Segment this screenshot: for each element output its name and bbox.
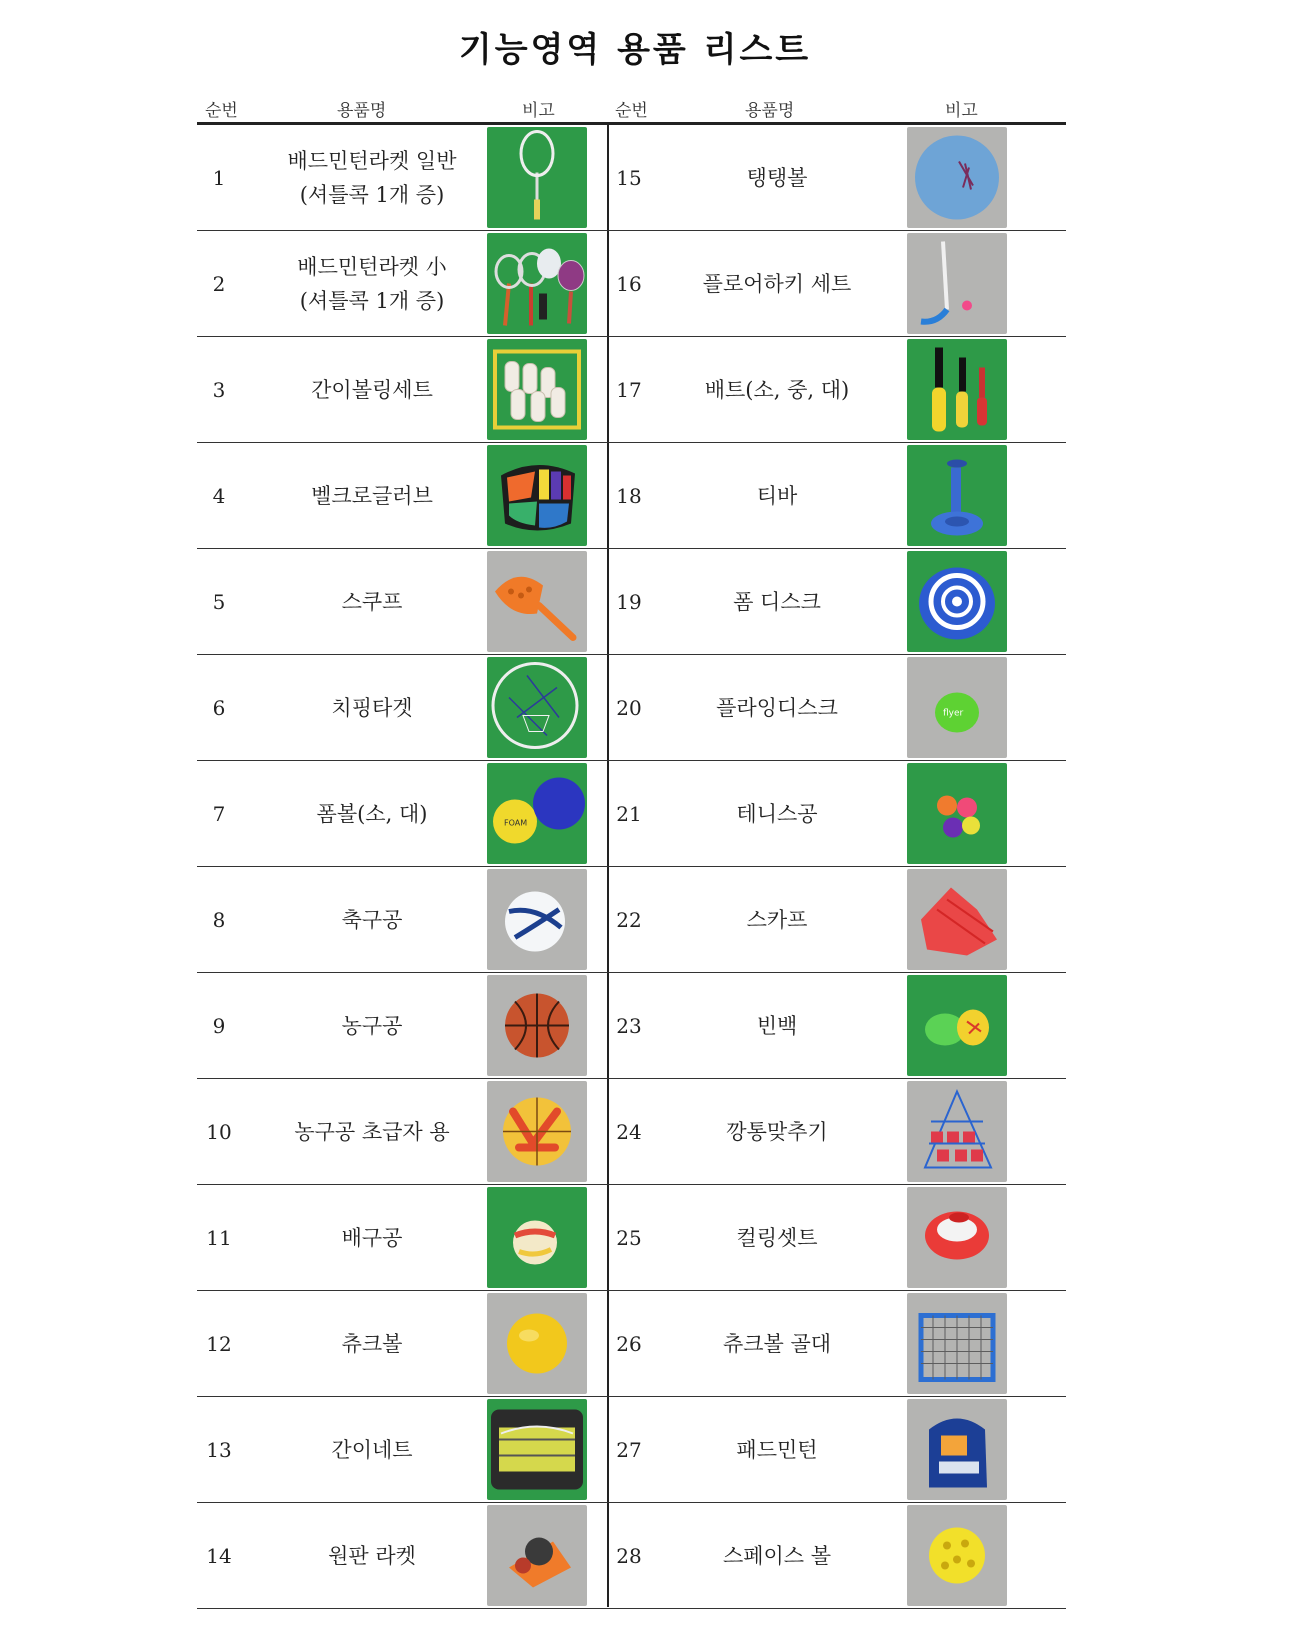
padminton-photo	[907, 1399, 1007, 1500]
item-name-line: 스카프	[746, 907, 808, 932]
item-name	[657, 1503, 897, 1608]
table-row	[197, 443, 1066, 549]
item-name-line: 원판 라켓	[328, 1543, 416, 1568]
beginner-basketball-photo	[487, 1081, 587, 1182]
item-name-line: 스페이스 볼	[722, 1543, 832, 1568]
table-row	[197, 125, 1066, 231]
item-name	[257, 1185, 487, 1290]
item-number: 14	[206, 1543, 232, 1568]
scoop-photo	[487, 551, 587, 652]
item-number: 26	[616, 1331, 642, 1356]
table-row	[197, 1397, 1066, 1503]
item-name-line: 배트(소, 중, 대)	[704, 377, 850, 402]
item-number: 4	[212, 483, 226, 508]
item-number: 20	[616, 695, 642, 720]
item-name-line: 배드민턴라켓 小	[297, 254, 447, 279]
table-row	[197, 1291, 1066, 1397]
curling-set-photo	[907, 1187, 1007, 1288]
item-name	[257, 1291, 487, 1396]
item-number: 7	[212, 801, 226, 826]
header-name-left: 용품명	[337, 101, 387, 121]
item-number: 23	[616, 1013, 642, 1038]
item-name	[657, 125, 897, 230]
header-no-right: 순번	[615, 101, 648, 121]
item-name	[657, 1397, 897, 1502]
velcro-glove-photo	[487, 445, 587, 546]
svg-text:FOAM: FOAM	[504, 818, 528, 828]
item-number: 25	[616, 1225, 642, 1250]
soccer-ball-photo	[487, 869, 587, 970]
item-number: 27	[616, 1437, 642, 1462]
item-name-line: 농구공	[341, 1013, 403, 1038]
item-number: 8	[212, 907, 226, 932]
table-row	[197, 1079, 1066, 1185]
item-name	[257, 443, 487, 548]
item-name	[257, 973, 487, 1078]
item-number: 5	[212, 589, 226, 614]
can-toss-photo	[907, 1081, 1007, 1182]
item-name-line: 폼볼(소, 대)	[316, 801, 428, 826]
scarf-photo	[907, 869, 1007, 970]
item-number: 19	[616, 589, 642, 614]
table-row	[197, 1503, 1066, 1609]
item-name-line: 플로어하키 세트	[702, 271, 852, 296]
item-name	[257, 1079, 487, 1184]
item-name	[657, 231, 897, 336]
item-number: 24	[616, 1119, 642, 1144]
header-name-right: 용품명	[745, 101, 795, 121]
item-name	[657, 1079, 897, 1184]
item-name	[657, 1185, 897, 1290]
item-name	[657, 337, 897, 442]
item-name	[257, 655, 487, 760]
item-number: 1	[212, 165, 226, 190]
item-name-line: 배구공	[341, 1225, 403, 1250]
volleyball-photo	[487, 1187, 587, 1288]
item-name-line: 플라잉디스크	[716, 695, 838, 720]
item-name-line: 컬링셋트	[736, 1225, 818, 1250]
tchoukball-goal-photo	[907, 1293, 1007, 1394]
basketball-photo	[487, 975, 587, 1076]
item-name-line: 농구공 초급자 용	[294, 1119, 450, 1144]
item-name	[257, 337, 487, 442]
flying-disc-photo	[907, 657, 1007, 758]
item-name-line: 폼 디스크	[733, 589, 821, 614]
chipping-target-photo	[487, 657, 587, 758]
floor-hockey-set-photo	[907, 233, 1007, 334]
item-name	[257, 761, 487, 866]
item-name	[657, 443, 897, 548]
item-number: 16	[616, 271, 642, 296]
item-name	[657, 867, 897, 972]
item-name	[657, 973, 897, 1078]
item-number: 17	[616, 377, 642, 402]
item-name-line: 간이볼링세트	[311, 377, 433, 402]
item-name-line: 벨크로글러브	[311, 483, 433, 508]
foam-disc-photo	[907, 551, 1007, 652]
table-row	[197, 549, 1066, 655]
item-name-line: 배드민턴라켓 일반	[287, 148, 457, 173]
item-name-line: 치핑타겟	[331, 695, 413, 720]
table-row	[197, 655, 1066, 761]
item-name	[257, 231, 487, 336]
item-name-line: 축구공	[341, 907, 403, 932]
item-number: 2	[212, 271, 226, 296]
item-number: 18	[616, 483, 642, 508]
item-name	[657, 1291, 897, 1396]
item-number: 10	[206, 1119, 232, 1144]
disc-racket-photo	[487, 1505, 587, 1606]
item-number: 12	[206, 1331, 232, 1356]
bouncy-ball-photo	[907, 127, 1007, 228]
item-name	[257, 549, 487, 654]
portable-net-photo	[487, 1399, 587, 1500]
badminton-racket-photo	[487, 127, 587, 228]
item-number: 3	[212, 377, 226, 402]
table-row	[197, 231, 1066, 337]
item-name	[257, 867, 487, 972]
beanbag-photo	[907, 975, 1007, 1076]
table-row	[197, 1185, 1066, 1291]
item-name-line: 간이네트	[331, 1437, 413, 1462]
item-name	[657, 655, 897, 760]
svg-text:flyer: flyer	[943, 708, 964, 719]
equipment-table	[197, 92, 1066, 1609]
small-badminton-rackets-photo	[487, 233, 587, 334]
item-name-line: 테니스공	[736, 801, 818, 826]
item-name	[657, 761, 897, 866]
table-body	[197, 125, 1066, 1609]
space-ball-photo	[907, 1505, 1007, 1606]
item-name	[257, 1503, 487, 1608]
tee-bar-photo	[907, 445, 1007, 546]
table-row	[197, 761, 1066, 867]
item-number: 11	[206, 1225, 232, 1250]
foam-balls-photo	[487, 763, 587, 864]
item-number: 6	[212, 695, 226, 720]
table-header	[197, 92, 1066, 125]
item-number: 9	[212, 1013, 226, 1038]
item-name-line: 탱탱볼	[746, 165, 808, 190]
header-note-left: 비고	[522, 101, 555, 121]
tchoukball-photo	[487, 1293, 587, 1394]
table-row	[197, 973, 1066, 1079]
item-number: 13	[206, 1437, 232, 1462]
header-note-right: 비고	[945, 101, 978, 121]
table-row	[197, 337, 1066, 443]
item-name-line: 츄크볼 골대	[722, 1331, 832, 1356]
tennis-balls-photo	[907, 763, 1007, 864]
item-number: 15	[616, 165, 642, 190]
item-name-line: 빈백	[756, 1013, 798, 1038]
item-name-line: 깡통맞추기	[726, 1119, 828, 1144]
page-title: 기능영역 용품 리스트	[458, 30, 812, 70]
item-name-line: (셔틀콕 1개 증)	[299, 182, 445, 207]
bowling-set-photo	[487, 339, 587, 440]
item-name-line: 티바	[756, 483, 798, 508]
item-number: 22	[616, 907, 642, 932]
header-no-left: 순번	[205, 101, 238, 121]
item-name-line: 패드민턴	[736, 1437, 818, 1462]
item-name-line: 스쿠프	[341, 589, 403, 614]
item-name	[257, 1397, 487, 1502]
item-name-line: (셔틀콕 1개 증)	[299, 288, 445, 313]
item-name	[657, 549, 897, 654]
item-number: 28	[616, 1543, 642, 1568]
item-name	[257, 125, 487, 230]
bats-photo	[907, 339, 1007, 440]
item-number: 21	[616, 801, 642, 826]
table-row	[197, 867, 1066, 973]
item-name-line: 츄크볼	[341, 1331, 403, 1356]
